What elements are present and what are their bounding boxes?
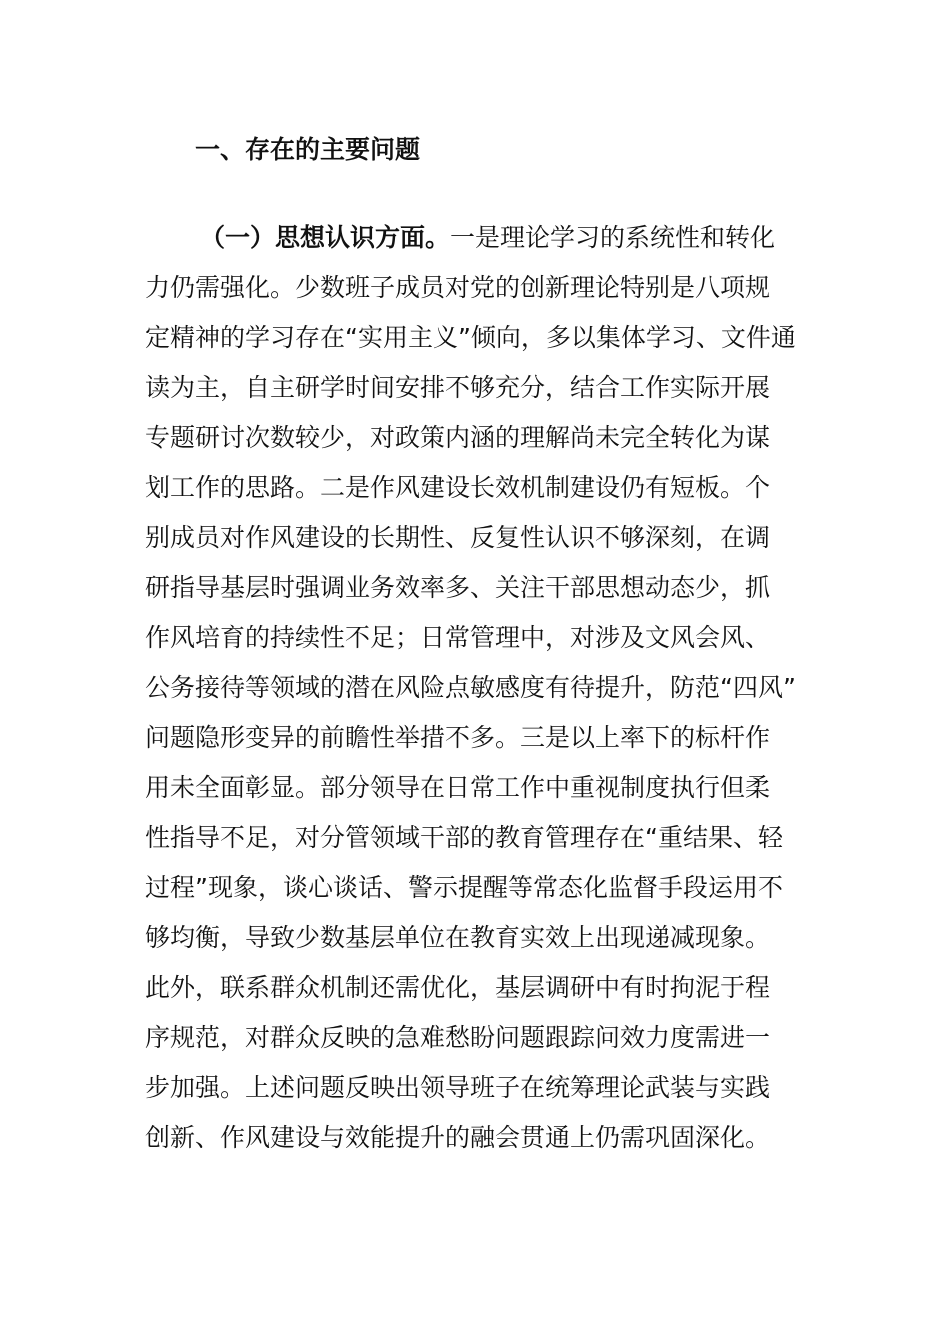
paragraph-line-text: 一是理论学习的系统性和转化 — [450, 223, 776, 252]
paragraph-line: 别成员对作风建设的长期性、反复性认识不够深刻，在调 — [145, 523, 771, 552]
paragraph-line: 创新、作风建设与效能提升的融会贯通上仍需巩固深化。 — [145, 1123, 771, 1152]
paragraph-line: 步加强。上述问题反映出领导班子在统筹理论武装与实践 — [145, 1073, 771, 1102]
paragraph-line: 此外，联系群众机制还需优化，基层调研中有时拘泥于程 — [145, 973, 771, 1002]
paragraph-line: 序规范，对群众反映的急难愁盼问题跟踪问效力度需进一 — [145, 1023, 771, 1052]
paragraph-line: 力仍需强化。少数班子成员对党的创新理论特别是八项规 — [145, 273, 771, 302]
paragraph-line: 问题隐形变异的前瞻性举措不多。三是以上率下的标杆作 — [145, 723, 771, 752]
paragraph-line: 公务接待等领域的潜在风险点敏感度有待提升，防范“四风” — [145, 673, 796, 702]
paragraph-line: 够均衡，导致少数基层单位在教育实效上出现递减现象。 — [145, 923, 771, 952]
paragraph-line: 读为主，自主研学时间安排不够充分，结合工作实际开展 — [145, 373, 771, 402]
paragraph-line: 性指导不足，对分管领域干部的教育管理存在“重结果、轻 — [145, 823, 783, 852]
paragraph-line: 研指导基层时强调业务效率多、关注干部思想动态少，抓 — [145, 573, 771, 602]
paragraph-line: 专题研讨次数较少，对政策内涵的理解尚未完全转化为谋 — [145, 423, 771, 452]
paragraph-line: 过程”现象，谈心谈话、警示提醒等常态化监督手段运用不 — [145, 873, 783, 902]
paragraph — [145, 213, 815, 1163]
paragraph-line: 作风培育的持续性不足；日常管理中，对涉及文风会风、 — [145, 623, 771, 652]
section-heading: 一、存在的主要问题 — [195, 135, 421, 164]
paragraph-line — [145, 213, 815, 263]
paragraph-line: 用未全面彰显。部分领导在日常工作中重视制度执行但柔 — [145, 773, 771, 802]
paragraph-line: 划工作的思路。二是作风建设长效机制建设仍有短板。个 — [145, 473, 771, 502]
paragraph-lead: （一）思想认识方面。 — [200, 223, 451, 252]
paragraph-line: 定精神的学习存在“实用主义”倾向，多以集体学习、文件通 — [145, 323, 796, 352]
